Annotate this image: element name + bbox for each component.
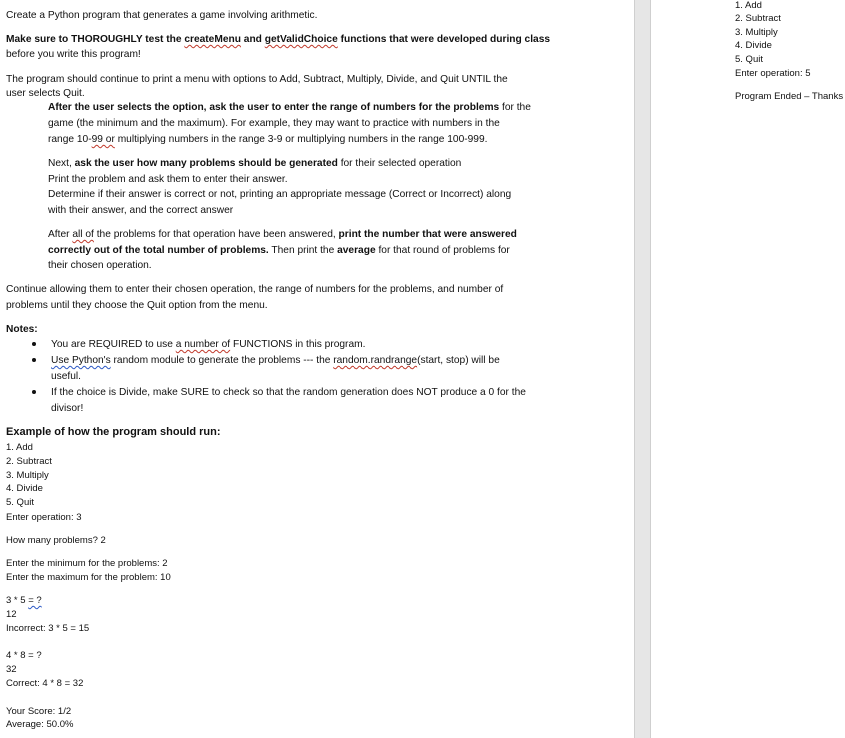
note-2-text-a: random module to generate the problems --- the: [110, 355, 334, 366]
note-2-line-1: [51, 354, 500, 367]
note-1: [51, 338, 365, 351]
continue-paragraph-line-1: Continue allowing them to enter their chosen operation, the range of numbers for the problems, and number of: [6, 284, 504, 295]
range-text-b: multiplying numbers in the range 3-9 or multiplying numbers in the range 100-999.: [114, 134, 488, 145]
next-text-a: Next,: [48, 158, 75, 169]
note-2-flagged: random.randrange: [333, 355, 418, 366]
getvalidchoice-word: getValidChoice: [264, 34, 338, 45]
example-answer-2: 32: [6, 664, 17, 675]
question-1-flagged: = ?: [28, 595, 42, 606]
example-menu-3: 3. Multiply: [6, 470, 49, 481]
example-question-2: 4 * 8 = ?: [6, 650, 42, 661]
intro-paragraph: Create a Python program that generates a game involving arithmetic.: [6, 10, 318, 21]
test-paragraph-line-1: [6, 33, 550, 46]
range-tail-text: for the: [499, 102, 531, 113]
example-heading: Example of how the program should run:: [6, 426, 221, 438]
example-score: Your Score: 1/2: [6, 706, 72, 717]
note-3-line-1: If the choice is Divide, make SURE to check so that the random generation does NOT produce a 0 for the: [51, 387, 526, 398]
range-paragraph-line-2: game (the minimum and the maximum). For example, they may want to practice with numbers in the: [48, 118, 500, 129]
continue-paragraph-line-2: problems until they choose the Quit option from the menu.: [6, 300, 268, 311]
example-answer-1: 12: [6, 609, 17, 620]
test-text-c: functions that were developed during class: [337, 34, 551, 45]
example-how-many: How many problems? 2: [6, 535, 106, 546]
question-1-text: 3 * 5: [6, 595, 29, 606]
after-paragraph-line-3: their chosen operation.: [48, 260, 152, 271]
note-2-flagged-blue: Use Python's: [51, 355, 111, 366]
menu-paragraph-line-1: The program should continue to print a menu with options to Add, Subtract, Multiply, Divide, and Quit UNTIL the: [6, 74, 508, 85]
document-page-right: [651, 0, 845, 738]
note-2-text-b: (start, stop) will be: [417, 355, 500, 366]
example-result-2: Correct: 4 * 8 = 32: [6, 678, 84, 689]
note-2-line-2: useful.: [51, 371, 82, 382]
menu-paragraph-line-2: user selects Quit.: [6, 88, 85, 99]
range-text-a: range 10-: [48, 134, 92, 145]
note-3-line-2: divisor!: [51, 403, 84, 414]
right-menu-3: 3. Multiply: [735, 27, 778, 38]
next-paragraph-line-3: Determine if their answer is correct or not, printing an appropriate message (Correct or Incorrect) along: [48, 189, 512, 200]
after-paragraph-line-2: [48, 244, 510, 257]
after-bold-text-2: correctly out of the total number of problems.: [48, 245, 269, 256]
range-paragraph-line-1: [48, 101, 531, 114]
example-enter-operation: Enter operation: 3: [6, 512, 82, 523]
next-paragraph-line-1: [48, 157, 461, 170]
page-gutter: [634, 0, 651, 738]
range-bold-text: After the user selects the option, ask the user to enter the range of numbers for the problems: [48, 102, 500, 113]
next-paragraph-line-4: with their answer, and the correct answer: [48, 205, 234, 216]
example-question-1: [6, 594, 42, 607]
example-menu-4: 4. Divide: [6, 483, 43, 494]
example-menu-1: 1. Add: [6, 442, 33, 453]
after-bold-text: print the number that were answered: [338, 229, 517, 240]
example-maximum: Enter the maximum for the problem: 10: [6, 572, 171, 583]
right-program-ended: Program Ended – Thanks: [735, 91, 844, 102]
after-flagged-word: all of: [72, 229, 94, 240]
after-paragraph-line-1: [48, 228, 517, 241]
right-menu-2: 2. Subtract: [735, 13, 781, 24]
after-text-c: Then print the: [268, 245, 338, 256]
notes-heading: Notes:: [6, 324, 38, 335]
range-paragraph-line-3: [48, 133, 487, 146]
next-bold-text: ask the user how many problems should be generated: [74, 158, 338, 169]
note-1-text-b: FUNCTIONS in this program.: [230, 339, 366, 350]
after-text-b: the problems for that operation have been answered,: [93, 229, 339, 240]
test-text-b: and: [240, 34, 265, 45]
next-paragraph-line-2: Print the problem and ask them to enter their answer.: [48, 174, 288, 185]
bullet-icon: [32, 358, 36, 362]
test-text-a: Make sure to THOROUGHLY test the: [6, 34, 185, 45]
after-text-a: After: [48, 229, 73, 240]
example-average: Average: 50.0%: [6, 719, 74, 730]
bullet-icon: [32, 342, 36, 346]
example-minimum: Enter the minimum for the problems: 2: [6, 558, 168, 569]
after-text-d: for that round of problems for: [375, 245, 510, 256]
example-menu-2: 2. Subtract: [6, 456, 52, 467]
range-flagged-word: 99 or: [91, 134, 115, 145]
createmenu-word: createMenu: [184, 34, 241, 45]
example-menu-5: 5. Quit: [6, 497, 34, 508]
average-bold-word: average: [337, 245, 376, 256]
right-menu-4: 4. Divide: [735, 40, 772, 51]
right-enter-operation: Enter operation: 5: [735, 68, 811, 79]
test-paragraph-line-2: before you write this program!: [6, 49, 141, 60]
example-result-1: Incorrect: 3 * 5 = 15: [6, 623, 90, 634]
right-menu-1: 1. Add: [735, 0, 762, 11]
next-text-b: for their selected operation: [337, 158, 462, 169]
note-1-text-a: You are REQUIRED to use: [51, 339, 176, 350]
bullet-icon: [32, 390, 36, 394]
note-1-flagged: a number of: [175, 339, 231, 350]
right-menu-5: 5. Quit: [735, 54, 763, 65]
